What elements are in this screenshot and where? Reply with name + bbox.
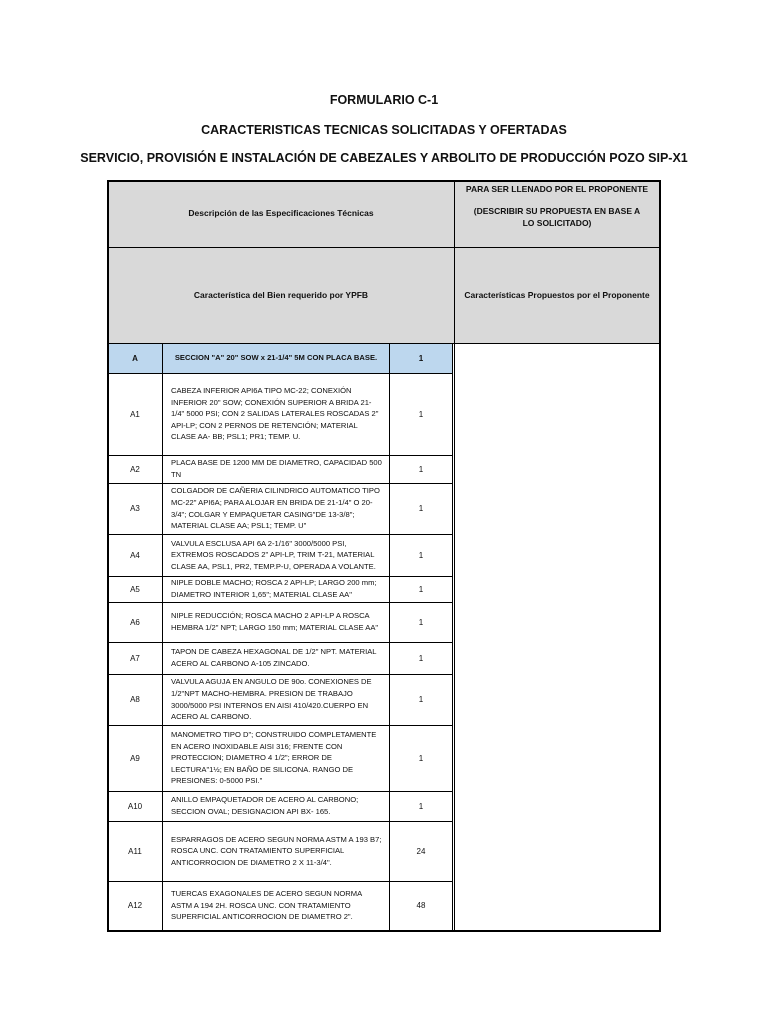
- row-code: A7: [130, 653, 140, 663]
- row-description: ESPARRAGOS DE ACERO SEGUN NORMA ASTM A 193 B7; ROSCA UNC. CON TRATAMIENTO SUPERFICIAL ANTICORROCION DE DIAMETRO 2 X 11-3/4".: [171, 834, 382, 867]
- row-separator: [107, 483, 453, 484]
- row-qty: 1: [418, 550, 424, 560]
- row-qty: 1: [418, 653, 424, 663]
- row-description: COLGADOR DE CAÑERIA CILINDRICO AUTOMATICO TIPO MC-22" API6A; PARA ALOJAR EN BRIDA DE 21-1/4" O 20-3/4"; COLGAR Y EMPAQUETAR CASING"DE 13-3/8"; MATERIAL CLASE AA; PSL1; TEMP. U": [171, 486, 380, 531]
- row-description: CABEZA INFERIOR API6A TIPO MC-22; CONEXIÓN INFERIOR 20" SOW; CONEXIÓN SUPERIOR A BRIDA 21-1/4" 5000 PSI; CON 2 SALIDAS LATERALES ROSCADAS 2" API-LP; CON 2 PERNOS DE RETENCIÓN; MATERIAL CLASE AA- BB; PSL1; PR1; TEMP. U.: [171, 386, 379, 442]
- header-spec-description: [108, 181, 454, 247]
- header-proposed-characteristic: [455, 248, 659, 343]
- service-title: SERVICIO, PROVISIÓN E INSTALACIÓN DE CABEZALES Y ARBOLITO DE PRODUCCIÓN POZO SIP-X1: [80, 151, 688, 165]
- row-code: A12: [127, 901, 143, 910]
- row-separator: [107, 881, 453, 882]
- section-description: SECCION "A" 20" SOW x 21-1/4" 5M CON PLACA BASE.: [174, 353, 378, 363]
- header-bottom-line: [107, 343, 661, 344]
- row-code: A11: [128, 846, 142, 856]
- code-column-divider: [162, 343, 163, 931]
- row-description: NIPLE DOBLE MACHO; ROSCA 2 API-LP; LARGO 200 mm; DIAMETRO INTERIOR 1,65"; MATERIAL CLASE AA": [171, 578, 377, 599]
- row-separator: [107, 373, 453, 374]
- row-description: PLACA BASE DE 1200 MM DE DIAMETRO, CAPACIDAD 500 TN: [171, 458, 382, 479]
- row-separator: [107, 642, 453, 643]
- table-border-top: [107, 180, 661, 182]
- header-required-characteristic: [108, 248, 454, 343]
- row-description: MANOMETRO TIPO D"; CONSTRUIDO COMPLETAMENTE EN ACERO INOXIDABLE AISI 316; FRENTE CON PROTECCION; DIAMETRO 4 1/2"; ERROR DE LECTURA"1½; EN BAÑO DE SILICONA. RANGO DE PRESIONES: 0-5000 PSI.": [171, 730, 377, 786]
- row-qty: 1: [418, 801, 424, 811]
- row-code: A9: [130, 753, 140, 763]
- header-divider-horizontal: [107, 247, 661, 248]
- row-qty: 1: [418, 464, 424, 474]
- table-border-left: [107, 180, 109, 932]
- proposal-column-divider: [454, 343, 455, 931]
- row-description: TUERCAS EXAGONALES DE ACERO SEGUN NORMA ASTM A 194 2H. ROSCA UNC. CON TRATAMIENTO SUPERFICIAL ANTICORROCION DE DIAMETRO 2".: [171, 889, 362, 922]
- row-code: A5: [130, 584, 140, 594]
- header-proponent-instructions: [455, 181, 659, 247]
- row-code: A10: [127, 801, 143, 811]
- row-description: NIPLE REDUCCIÓN; ROSCA MACHO 2 API-LP A ROSCA HEMBRA 1/2" NPT; LARGO 150 mm; MATERIAL CLASE AA": [171, 611, 379, 632]
- table-border-bottom: [107, 930, 661, 932]
- row-code: A6: [130, 617, 140, 627]
- table-border-right: [659, 180, 661, 932]
- row-qty: 48: [416, 901, 426, 910]
- row-code: A3: [130, 504, 140, 513]
- row-separator: [107, 791, 453, 792]
- row-description: ANILLO EMPAQUETADOR DE ACERO AL CARBONO; SECCION OVAL; DESIGNACION API BX- 165.: [171, 795, 359, 816]
- header-divider-vertical: [454, 180, 455, 344]
- row-description: TAPON DE CABEZA HEXAGONAL DE 1/2" NPT. MATERIAL ACERO AL CARBONO A-105 ZINCADO.: [171, 647, 377, 668]
- row-separator: [107, 602, 453, 603]
- row-description: VALVULA AGUJA EN ANGULO DE 90o. CONEXIONES DE 1/2"NPT MACHO-HEMBRA. PRESION DE TRABAJO 3000/5000 PSI INTERNOS EN AISI 410/420.CUERPO EN ACERO AL CARBONO.: [171, 677, 372, 722]
- header-proposed-characteristic-label: Características Propuestos por el Proponente: [464, 289, 650, 300]
- row-qty: 1: [418, 409, 424, 419]
- form-subtitle: CARACTERISTICAS TECNICAS SOLICITADAS Y OFERTADAS: [201, 123, 567, 137]
- header-spec-description-label: Descripción de las Especificaciones Técnicas: [188, 208, 374, 219]
- row-qty: 1: [418, 695, 424, 704]
- row-qty: 1: [418, 753, 424, 763]
- row-description: VALVULA ESCLUSA API 6A 2-1/16" 3000/5000 PSI, EXTREMOS ROSCADOS 2" API-LP, TRIM T-21, MATERIAL CLASE AA, PSL1, PR2, TEMP.P-U, OPERADA A VOLANTE.: [171, 538, 376, 571]
- row-qty: 1: [418, 617, 424, 627]
- row-separator: [107, 725, 453, 726]
- row-code: A4: [130, 550, 140, 560]
- row-separator: [107, 455, 453, 456]
- row-code: A8: [130, 695, 140, 704]
- row-qty: 1: [418, 504, 424, 513]
- row-qty: 24: [416, 846, 426, 856]
- section-code: A: [132, 353, 138, 363]
- row-qty: 1: [418, 584, 424, 594]
- row-separator: [107, 674, 453, 675]
- form-title: FORMULARIO C-1: [329, 93, 439, 107]
- header-proponent-line1: PARA SER LLENADO POR EL PROPONENTE: [465, 184, 649, 194]
- qty-column-divider: [389, 343, 390, 931]
- row-code: A1: [130, 409, 140, 419]
- header-proponent-line2: (DESCRIBIR SU PROPUESTA EN BASE A LO SOLICITADO): [473, 206, 641, 228]
- row-code: A2: [130, 464, 140, 474]
- row-separator: [107, 821, 453, 822]
- row-separator: [107, 534, 453, 535]
- row-separator: [107, 576, 453, 577]
- header-required-characteristic-label: Característica del Bien requerido por YPFB: [193, 289, 369, 300]
- section-qty: 1: [418, 353, 424, 363]
- qty-column-right-border: [452, 343, 453, 931]
